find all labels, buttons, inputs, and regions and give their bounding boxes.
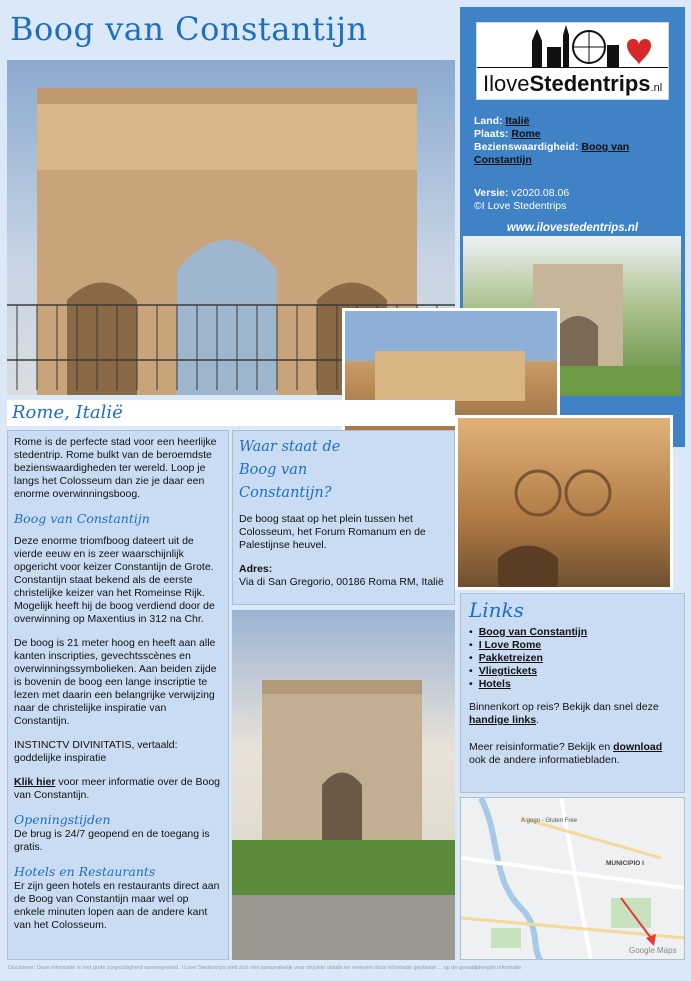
para-6: Er zijn geen hotels en restaurants direct aan de Boog van Constantijn maar wel op enkele minuten lopen aan de andere kant van het Colosseum. — [14, 880, 220, 931]
link-item: • I Love Rome — [469, 639, 676, 652]
photo-reliefs — [455, 415, 673, 590]
download-link[interactable]: download — [613, 741, 663, 753]
adres-label: Adres: — [239, 563, 273, 575]
klik-hier-link[interactable]: Klik hier — [14, 776, 56, 788]
map-label-gogo: A.gogo - Gluten Free — [521, 818, 578, 824]
versie-label: Versie: — [474, 187, 509, 199]
handige-links-link[interactable]: handige links — [469, 714, 537, 726]
waar-text: De boog staat op het plein tussen het Colosseum, het Forum Romanum en de Palestijnse heuvel. — [239, 513, 426, 551]
logo — [476, 22, 669, 100]
link-item: • Hotels — [469, 678, 676, 691]
waar-box — [232, 430, 455, 605]
link-item: • Pakketreizen — [469, 652, 676, 665]
reliefs-detail — [458, 418, 670, 587]
logo-part1: Ilove — [483, 71, 530, 96]
link-item: • Vliegtickets — [469, 665, 676, 678]
logo-text — [483, 71, 662, 97]
land-label: Land: — [474, 115, 503, 127]
bez-label: Bezienswaardigheid: — [474, 141, 579, 153]
links-p1-start: Binnenkort op reis? Bekijk dan snel deze — [469, 701, 659, 713]
skyline-icon — [477, 23, 668, 73]
plaats-link[interactable]: Rome — [511, 128, 541, 140]
plaats-label: Plaats: — [474, 128, 509, 140]
map-label-google: Google Maps — [629, 946, 677, 955]
rome-column — [7, 430, 229, 960]
sub-openingstijden: Openingstijden — [14, 812, 111, 827]
photo-arch-wide — [232, 610, 455, 960]
versie-value: v2020.08.06 — [511, 187, 570, 199]
links-list — [469, 626, 676, 691]
bez-link[interactable]: Boog van Constantijn — [474, 141, 630, 166]
logo-suffix: .nl — [650, 82, 663, 94]
map[interactable] — [460, 797, 685, 960]
para-2: De boog is 21 meter hoog en heeft aan alle kanten inscripties, gevechtsscènes en overwinningssymbolieken. Aan beiden zijde is bovenin de boog een lange inscriptie te lezen met daarin een belangrijke verwijzing naar de christelijke inspiratie van Constantijn. — [14, 637, 217, 727]
links-box — [460, 593, 685, 793]
site-link[interactable]: www.ilovestedentrips.nl — [506, 222, 639, 234]
para-3: INSTINCTV DIVINITATIS, vertaald: goddelijke inspiratie — [14, 739, 178, 764]
waar-heading: Waar staat de Boog van Constantijn? — [239, 439, 341, 501]
adres-value: Via di San Gregorio, 00186 Roma RM, Italië — [239, 576, 444, 588]
links-heading: Links — [469, 598, 524, 622]
para-4 — [14, 776, 222, 802]
sub-boog: Boog van Constantijn — [14, 511, 150, 526]
rome-heading-bar — [7, 400, 455, 426]
sub-hotels: Hotels en Restaurants — [14, 864, 156, 879]
para-4-rest: voor meer informatie over de Boog van Constantijn. — [14, 776, 221, 801]
page-title: Boog van Constantijn — [10, 10, 368, 48]
rome-heading: Rome, Italië — [12, 402, 123, 423]
map-label-municipio: MUNICIPIO I — [606, 860, 644, 867]
links-p2-start: Meer reisinformatie? Bekijk en — [469, 741, 614, 753]
para-1: Deze enorme triomfboog dateert uit de vierde eeuw en is zeer waarschijnlijk opgericht voor keizer Constantijn de Grote. Constantijn staat bekend als de eerste christelijke keizer van het Romeinse Rijk. Mogelijk heeft hij de boog verdiend door de overwinning op Maxentius in 312 na Chr. — [14, 535, 215, 625]
link-item: • Boog van Constantijn — [469, 626, 676, 639]
info-block — [474, 115, 679, 213]
copyright: ©I Love Stedentrips — [474, 200, 567, 212]
land-link[interactable]: Italië — [505, 115, 530, 127]
para-5: De brug is 24/7 geopend en de toegang is gratis. — [14, 828, 210, 853]
rome-intro: Rome is de perfecte stad voor een heerlijke stedentrip. Rome bulkt van de beroemdste bezienswaardigheden ter wereld. Loop je langs het Colosseum dan zie je daar een enorme overwinningsboog. — [14, 436, 217, 500]
links-p1-end: . — [536, 714, 540, 726]
logo-part2: Stedentrips — [529, 71, 651, 96]
disclaimer: Disclaimer: Deze informatie is met grote zorgvuldigheid samengesteld. I Love Stedentrips stelt zich niet aansprakelijk voor onjuiste details en verlenen deze informatie geplaatst ... op de geraadpleegde informatie — [8, 965, 522, 971]
links-p2-end: ook de andere informatiebladen. — [469, 754, 620, 766]
arch-wide-illustration — [232, 610, 455, 960]
